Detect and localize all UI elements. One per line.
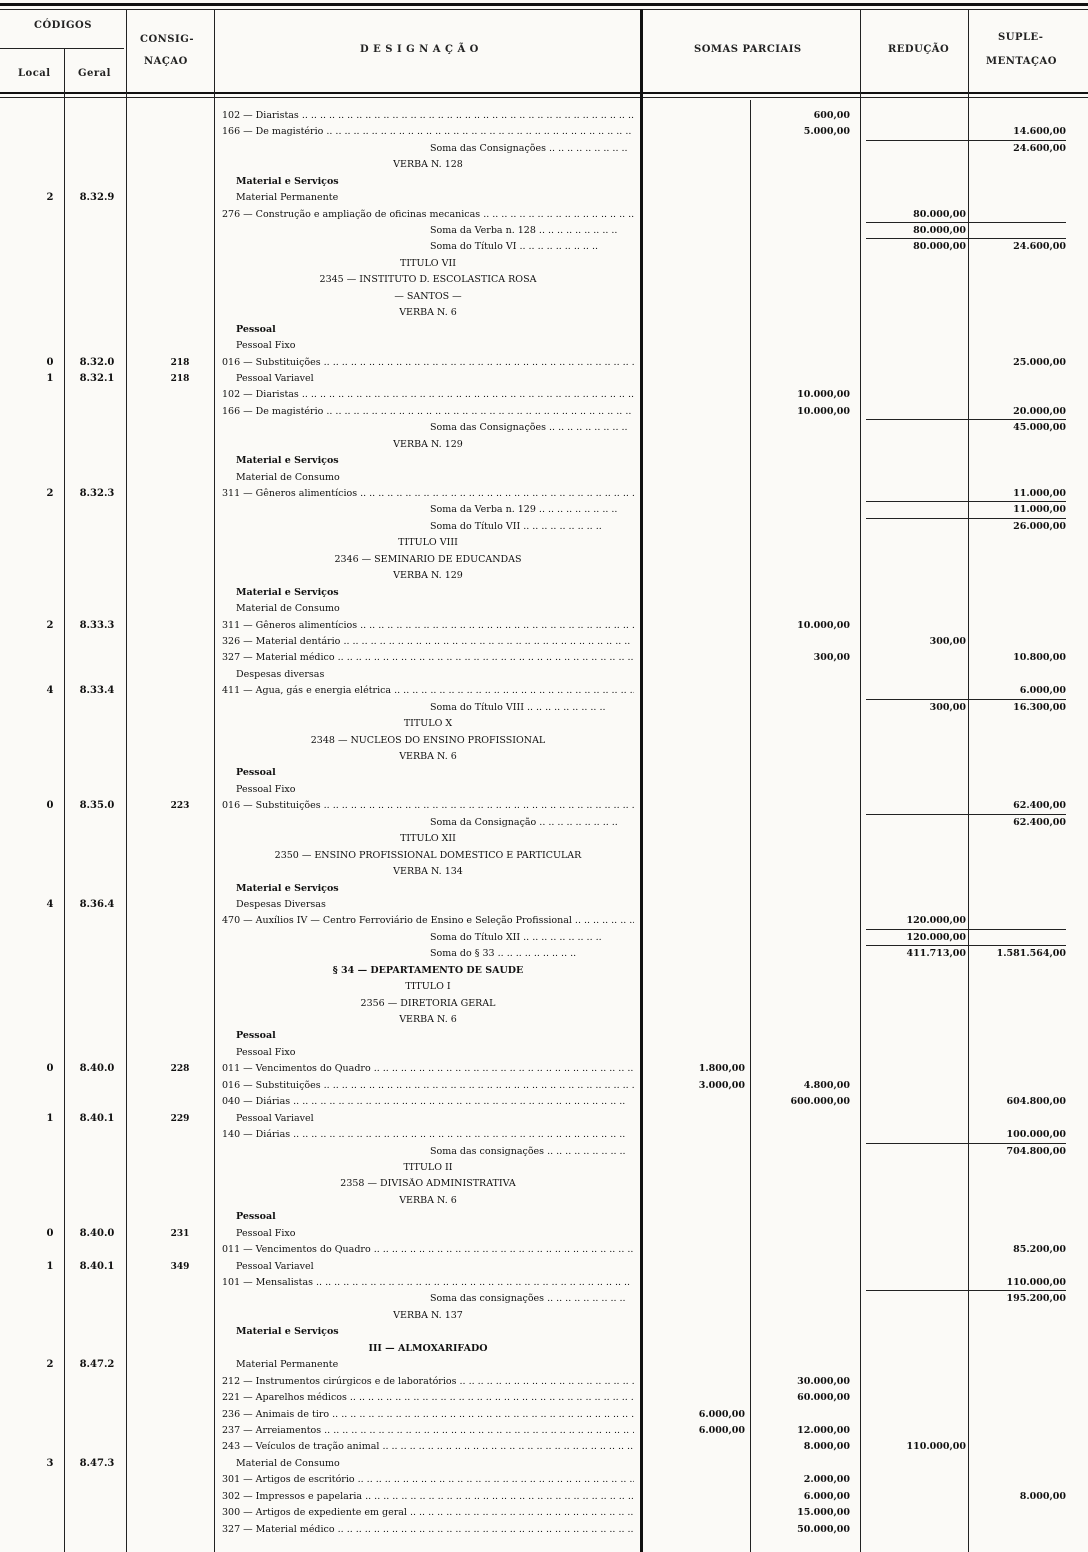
code-local: 2 xyxy=(46,192,54,203)
consignacao-code: 231 xyxy=(170,1229,190,1239)
sum-label: Soma da Verba n. 128 .. .. xyxy=(222,225,634,237)
partial-amount-2: 4.800,00 xyxy=(803,1080,850,1091)
reduction-amount: 120.000,00 xyxy=(906,932,966,943)
designation-text: Pessoal Fixo xyxy=(236,1047,296,1058)
designation-text: Pessoal Variavel xyxy=(236,1261,314,1272)
supplement-amount: 25.000,00 xyxy=(1013,357,1066,368)
code-local: 2 xyxy=(46,620,54,631)
ledger-row xyxy=(0,521,1088,533)
header-bottom-rule-2 xyxy=(0,97,1088,98)
designation-text: 276 — Construção e ampliação de oficinas mecanicas .. .. xyxy=(222,209,634,221)
sum-underline xyxy=(966,929,1066,930)
code-local: 2 xyxy=(46,1359,54,1370)
designation-text: TITULO VII xyxy=(400,258,456,269)
sum-label: Soma do Título VIII .. .. xyxy=(222,702,634,714)
designation-text: 2358 — DIVISÃO ADMINISTRATIVA xyxy=(340,1178,516,1189)
supplement-amount: 20.000,00 xyxy=(1013,406,1066,417)
designation-text: 166 — De magistério .. .. xyxy=(222,126,634,138)
code-geral: 8.32.1 xyxy=(79,373,115,384)
partial-amount-2: 10.000,00 xyxy=(797,620,850,631)
ledger-row xyxy=(0,866,1088,878)
sum-underline xyxy=(966,945,1066,946)
reduction-amount: 120.000,00 xyxy=(906,915,966,926)
partial-amount-2: 60.000,00 xyxy=(797,1392,850,1403)
code-geral: 8.40.0 xyxy=(79,1228,115,1239)
ledger-row xyxy=(0,422,1088,434)
code-local: 4 xyxy=(46,899,54,910)
ledger-row xyxy=(0,1474,1088,1486)
designation-text: 2348 — NUCLEOS DO ENSINO PROFISSIONAL xyxy=(310,735,546,746)
code-geral: 8.35.0 xyxy=(79,800,115,811)
ledger-row xyxy=(0,274,1088,286)
designation-text: Pessoal Fixo xyxy=(236,1228,296,1239)
ledger-row xyxy=(0,406,1088,418)
ledger-row xyxy=(0,784,1088,796)
ledger-row xyxy=(0,1211,1088,1223)
designation-text: Material e Serviços xyxy=(236,587,339,598)
partial-amount-2: 50.000,00 xyxy=(797,1524,850,1535)
ledger-row xyxy=(0,241,1088,253)
code-geral: 8.40.1 xyxy=(79,1261,115,1272)
ledger-row xyxy=(0,225,1088,237)
header-somas-parciais: SOMAS PARCIAIS xyxy=(694,44,802,55)
designation-text: TITULO II xyxy=(403,1162,453,1173)
ledger-row xyxy=(0,751,1088,763)
ledger-row xyxy=(0,1326,1088,1338)
ledger-row xyxy=(0,718,1088,730)
ledger-row xyxy=(0,1162,1088,1174)
designation-text: 302 — Impressos e papelaria .. .. xyxy=(222,1491,634,1503)
ledger-row xyxy=(0,1129,1088,1141)
designation-text: 2345 — INSTITUTO D. ESCOLASTICA ROSA xyxy=(319,274,537,285)
ledger-row xyxy=(0,1014,1088,1026)
designation-text: 016 — Substituições .. .. xyxy=(222,1080,634,1092)
ledger-row xyxy=(0,1113,1088,1125)
header-designacao: D E S I G N A Ç Ã O xyxy=(360,44,479,55)
ledger-row xyxy=(0,291,1088,303)
top-rule xyxy=(0,3,1088,6)
designation-text: 243 — Veículos de tração animal .. .. xyxy=(222,1441,634,1453)
reduction-amount: 80.000,00 xyxy=(913,225,966,236)
code-local: 2 xyxy=(46,488,54,499)
ledger-row xyxy=(0,1195,1088,1207)
code-local: 0 xyxy=(46,1063,54,1074)
sum-label: Soma do Título XII .. .. xyxy=(222,932,634,944)
code-local: 1 xyxy=(46,1261,54,1272)
consignacao-code: 349 xyxy=(170,1262,190,1272)
header-consignacao-1: CONSIG- xyxy=(140,34,195,45)
ledger-row xyxy=(0,1491,1088,1503)
designation-text: VERBA N. 6 xyxy=(399,307,457,318)
header-geral: Geral xyxy=(78,68,111,79)
sum-underline xyxy=(866,140,966,141)
supplement-amount: 85.200,00 xyxy=(1013,1244,1066,1255)
designation-text: Material e Serviços xyxy=(236,1326,339,1337)
designation-text: TITULO X xyxy=(403,718,453,729)
ledger-row xyxy=(0,357,1088,369)
designation-text: 2350 — ENSINO PROFISSIONAL DOMÉSTICO E PARTICULAR xyxy=(274,850,582,861)
partial-amount-2: 12.000,00 xyxy=(797,1425,850,1436)
designation-text: Pessoal Variavel xyxy=(236,1113,314,1124)
designation-text: Material de Consumo xyxy=(236,472,340,483)
designation-text: Despesas diversas xyxy=(236,669,325,680)
ledger-row xyxy=(0,1376,1088,1388)
sum-underline xyxy=(866,419,966,420)
ledger-row xyxy=(0,537,1088,549)
supplement-amount: 10.800,00 xyxy=(1013,652,1066,663)
sum-label: Soma da Verba n. 129 .. .. xyxy=(222,504,634,516)
ledger-row xyxy=(0,850,1088,862)
designation-text: 236 — Animais de tiro .. .. xyxy=(222,1409,634,1421)
designation-text: § 34 — DEPARTAMENTO DE SAUDE xyxy=(332,965,524,976)
ledger-row xyxy=(0,1080,1088,1092)
partial-amount-2: 2.000,00 xyxy=(803,1474,850,1485)
designation-text: Pessoal xyxy=(236,1030,276,1041)
designation-text: Pessoal xyxy=(236,767,276,778)
ledger-row xyxy=(0,587,1088,599)
sum-underline xyxy=(966,1290,1066,1291)
code-geral: 8.32.3 xyxy=(79,488,115,499)
partial-amount-1: 6.000,00 xyxy=(698,1409,745,1420)
designation-text: VERBA N. 134 xyxy=(393,866,463,877)
header-suplementacao-2: MENTAÇAO xyxy=(986,56,1057,67)
ledger-row xyxy=(0,307,1088,319)
ledger-row xyxy=(0,948,1088,960)
consignacao-code: 228 xyxy=(170,1064,190,1074)
sum-underline xyxy=(866,945,966,946)
ledger-row xyxy=(0,965,1088,977)
designation-text: 300 — Artigos de expediente em geral .. .. xyxy=(222,1507,634,1519)
code-geral: 8.32.0 xyxy=(79,357,115,368)
designation-text: 327 — Material médico .. .. xyxy=(222,652,634,664)
sum-underline xyxy=(866,501,966,502)
designation-text: 102 — Diaristas .. .. xyxy=(222,389,634,401)
ledger-row xyxy=(0,735,1088,747)
ledger-row xyxy=(0,1524,1088,1536)
sum-underline xyxy=(866,1143,966,1144)
sum-underline xyxy=(966,222,1066,223)
ledger-row xyxy=(0,685,1088,697)
ledger-row xyxy=(0,439,1088,451)
code-local: 0 xyxy=(46,800,54,811)
ledger-row xyxy=(0,455,1088,467)
sum-label: Soma das consignações .. .. xyxy=(222,1146,634,1158)
partial-amount-2: 30.000,00 xyxy=(797,1376,850,1387)
designation-text: 301 — Artigos de escritório .. .. xyxy=(222,1474,634,1486)
consignacao-code: 218 xyxy=(170,358,190,368)
ledger-row xyxy=(0,1244,1088,1256)
designation-text: 411 — Agua, gás e energia elétrica .. .. xyxy=(222,685,634,697)
ledger-row xyxy=(0,258,1088,270)
header-local: Local xyxy=(18,68,51,79)
designation-text: 2346 — SEMINARIO DE EDUCANDAS xyxy=(334,554,522,565)
designation-text: III — ALMOXARIFADO xyxy=(368,1343,488,1354)
ledger-row xyxy=(0,1343,1088,1355)
designation-text: 212 — Instrumentos cirúrgicos e de laboratórios .. .. xyxy=(222,1376,634,1388)
partial-amount-2: 10.000,00 xyxy=(797,406,850,417)
sum-underline xyxy=(966,814,1066,815)
designation-text: 140 — Diárias .. .. xyxy=(222,1129,634,1141)
codigos-split-rule xyxy=(0,48,124,49)
partial-amount-2: 600,00 xyxy=(813,110,850,121)
ledger-row xyxy=(0,570,1088,582)
sum-label: Soma das Consignações .. .. xyxy=(222,143,634,155)
ledger-row xyxy=(0,1409,1088,1421)
ledger-row xyxy=(0,817,1088,829)
designation-text: Pessoal xyxy=(236,324,276,335)
ledger-row xyxy=(0,915,1088,927)
designation-text: 237 — Arreiamentos .. .. xyxy=(222,1425,634,1437)
partial-amount-1: 3.000,00 xyxy=(698,1080,745,1091)
code-geral: 8.47.2 xyxy=(79,1359,115,1370)
designation-text: 101 — Mensalistas .. .. xyxy=(222,1277,634,1289)
sum-underline xyxy=(866,1290,966,1291)
ledger-row xyxy=(0,883,1088,895)
supplement-amount: 6.000,00 xyxy=(1019,685,1066,696)
designation-text: Material de Consumo xyxy=(236,1458,340,1469)
supplement-amount: 45.000,00 xyxy=(1013,422,1066,433)
ledger-row xyxy=(0,833,1088,845)
ledger-row xyxy=(0,603,1088,615)
ledger-row xyxy=(0,767,1088,779)
sum-underline xyxy=(966,699,1066,700)
ledger-row xyxy=(0,1293,1088,1305)
designation-text: Material de Consumo xyxy=(236,603,340,614)
ledger-row xyxy=(0,1261,1088,1273)
ledger-row xyxy=(0,373,1088,385)
header-consignacao-2: NAÇAO xyxy=(144,56,188,67)
designation-text: Material Permanente xyxy=(236,1359,339,1370)
ledger-row xyxy=(0,1425,1088,1437)
designation-text: Material e Serviços xyxy=(236,883,339,894)
reduction-amount: 80.000,00 xyxy=(913,241,966,252)
partial-amount-2: 8.000,00 xyxy=(803,1441,850,1452)
code-local: 0 xyxy=(46,357,54,368)
ledger-row xyxy=(0,899,1088,911)
designation-text: 040 — Diárias .. .. xyxy=(222,1096,634,1108)
designation-text: Pessoal Fixo xyxy=(236,340,296,351)
reduction-amount: 300,00 xyxy=(929,636,966,647)
supplement-amount: 62.400,00 xyxy=(1013,800,1066,811)
header-codigos: CÓDIGOS xyxy=(34,20,92,31)
partial-amount-1: 6.000,00 xyxy=(698,1425,745,1436)
ledger-row xyxy=(0,192,1088,204)
designation-text: 166 — De magistério .. .. xyxy=(222,406,634,418)
ledger-row xyxy=(0,1392,1088,1404)
ledger-row xyxy=(0,1277,1088,1289)
code-local: 1 xyxy=(46,373,54,384)
header-bottom-rule xyxy=(0,92,1088,94)
designation-text: VERBA N. 129 xyxy=(393,570,463,581)
ledger-row xyxy=(0,110,1088,122)
ledger-row xyxy=(0,1441,1088,1453)
code-local: 3 xyxy=(46,1458,54,1469)
reduction-amount: 300,00 xyxy=(929,702,966,713)
sum-underline xyxy=(866,222,966,223)
ledger-row xyxy=(0,324,1088,336)
sum-underline xyxy=(866,518,966,519)
code-geral: 8.36.4 xyxy=(79,899,115,910)
sum-underline xyxy=(966,238,1066,239)
ledger-row xyxy=(0,340,1088,352)
sum-underline xyxy=(866,238,966,239)
designation-text: Pessoal Variavel xyxy=(236,373,314,384)
designation-text: 011 — Vencimentos do Quadro .. .. xyxy=(222,1063,634,1075)
partial-amount-2: 6.000,00 xyxy=(803,1491,850,1502)
ledger-row xyxy=(0,1096,1088,1108)
designation-text: VERBA N. 129 xyxy=(393,439,463,450)
designation-text: 470 — Auxílios IV — Centro Ferroviário de Ensino e Seleção Profissional .. .. xyxy=(222,915,634,927)
designation-text: TITULO I xyxy=(405,981,451,992)
ledger-row xyxy=(0,669,1088,681)
sum-underline xyxy=(866,929,966,930)
designation-text: 311 — Gêneros alimentícios .. .. xyxy=(222,488,634,500)
designation-text: 2356 — DIRETORIA GERAL xyxy=(360,998,496,1009)
consignacao-code: 218 xyxy=(170,374,190,384)
code-local: 1 xyxy=(46,1113,54,1124)
designation-text: Pessoal xyxy=(236,1211,276,1222)
designation-text: 326 — Material dentário .. .. xyxy=(222,636,634,648)
ledger-row xyxy=(0,143,1088,155)
designation-text: 016 — Substituições .. .. xyxy=(222,357,634,369)
supplement-amount: 195.200,00 xyxy=(1006,1293,1066,1304)
partial-amount-1: 1.800,00 xyxy=(698,1063,745,1074)
ledger-row xyxy=(0,1146,1088,1158)
ledger-row xyxy=(0,126,1088,138)
sum-underline xyxy=(966,1143,1066,1144)
ledger-row xyxy=(0,620,1088,632)
top-rule-2 xyxy=(0,9,1088,10)
supplement-amount: 62.400,00 xyxy=(1013,817,1066,828)
reduction-amount: 110.000,00 xyxy=(906,1441,966,1452)
partial-amount-2: 15.000,00 xyxy=(797,1507,850,1518)
designation-text: — SANTOS — xyxy=(394,291,462,302)
sum-label: Soma do § 33 .. .. xyxy=(222,948,634,960)
supplement-amount: 16.300,00 xyxy=(1013,702,1066,713)
designation-text: TITULO XII xyxy=(400,833,456,844)
supplement-amount: 1.581.564,00 xyxy=(996,948,1066,959)
partial-amount-2: 600.000,00 xyxy=(790,1096,850,1107)
sum-label: Soma das consignações .. .. xyxy=(222,1293,634,1305)
designation-text: 311 — Gêneros alimentícios .. .. xyxy=(222,620,634,632)
ledger-row xyxy=(0,1228,1088,1240)
ledger-row xyxy=(0,800,1088,812)
ledger-row xyxy=(0,504,1088,516)
ledger-row xyxy=(0,1047,1088,1059)
supplement-amount: 26.000,00 xyxy=(1013,521,1066,532)
designation-text: Material e Serviços xyxy=(236,176,339,187)
sum-underline xyxy=(866,814,966,815)
ledger-row xyxy=(0,652,1088,664)
ledger-row xyxy=(0,998,1088,1010)
consignacao-code: 223 xyxy=(170,801,190,811)
code-geral: 8.40.0 xyxy=(79,1063,115,1074)
designation-text: 102 — Diaristas .. .. xyxy=(222,110,634,122)
supplement-amount: 110.000,00 xyxy=(1006,1277,1066,1288)
designation-text: 327 — Material médico .. .. xyxy=(222,1524,634,1536)
ledger-row xyxy=(0,1458,1088,1470)
partial-amount-2: 300,00 xyxy=(813,652,850,663)
ledger-row xyxy=(0,389,1088,401)
supplement-amount: 8.000,00 xyxy=(1019,1491,1066,1502)
designation-text: VERBA N. 6 xyxy=(399,1014,457,1025)
code-geral: 8.32.9 xyxy=(79,192,115,203)
ledger-row xyxy=(0,472,1088,484)
code-geral: 8.47.3 xyxy=(79,1458,115,1469)
header-suplementacao-1: SUPLE- xyxy=(998,32,1044,43)
supplement-amount: 100.000,00 xyxy=(1006,1129,1066,1140)
sum-underline xyxy=(966,140,1066,141)
designation-text: 016 — Substituições .. .. xyxy=(222,800,634,812)
ledger-row xyxy=(0,1359,1088,1371)
partial-amount-2: 10.000,00 xyxy=(797,389,850,400)
partial-amount-2: 5.000,00 xyxy=(803,126,850,137)
ledger-row xyxy=(0,636,1088,648)
ledger-row xyxy=(0,1063,1088,1075)
ledger-row xyxy=(0,1507,1088,1519)
sum-label: Soma das Consignações .. .. xyxy=(222,422,634,434)
designation-text: Pessoal Fixo xyxy=(236,784,296,795)
ledger-row xyxy=(0,932,1088,944)
designation-text: TITULO VIII xyxy=(398,537,458,548)
ledger-row xyxy=(0,488,1088,500)
designation-text: VERBA N. 6 xyxy=(399,1195,457,1206)
code-geral: 8.40.1 xyxy=(79,1113,115,1124)
sum-underline xyxy=(966,501,1066,502)
ledger-row xyxy=(0,1030,1088,1042)
code-local: 4 xyxy=(46,685,54,696)
designation-text: VERBA N. 137 xyxy=(393,1310,463,1321)
reduction-amount: 411.713,00 xyxy=(906,948,966,959)
sum-label: Soma do Título VI .. .. xyxy=(222,241,634,253)
ledger-row xyxy=(0,1310,1088,1322)
sum-underline xyxy=(966,518,1066,519)
designation-text: Despesas Diversas xyxy=(236,899,326,910)
designation-text: Material Permanente xyxy=(236,192,339,203)
designation-text: VERBA N. 6 xyxy=(399,751,457,762)
sum-underline xyxy=(966,419,1066,420)
reduction-amount: 80.000,00 xyxy=(913,209,966,220)
designation-text: VERBA N. 128 xyxy=(393,159,463,170)
ledger-row xyxy=(0,176,1088,188)
supplement-amount: 24.600,00 xyxy=(1013,241,1066,252)
supplement-amount: 704.800,00 xyxy=(1006,1146,1066,1157)
ledger-row xyxy=(0,554,1088,566)
code-geral: 8.33.3 xyxy=(79,620,115,631)
designation-text: Material e Serviços xyxy=(236,455,339,466)
ledger-row xyxy=(0,702,1088,714)
header-reducao: REDUÇÃO xyxy=(888,44,950,55)
supplement-amount: 14.600,00 xyxy=(1013,126,1066,137)
code-geral: 8.33.4 xyxy=(79,685,115,696)
sum-underline xyxy=(866,699,966,700)
ledger-row xyxy=(0,981,1088,993)
designation-text: 011 — Vencimentos do Quadro .. .. xyxy=(222,1244,634,1256)
code-local: 0 xyxy=(46,1228,54,1239)
sum-label: Soma do Título VII .. .. xyxy=(222,521,634,533)
ledger-row xyxy=(0,159,1088,171)
supplement-amount: 24.600,00 xyxy=(1013,143,1066,154)
supplement-amount: 11.000,00 xyxy=(1013,488,1066,499)
ledger-row xyxy=(0,1178,1088,1190)
supplement-amount: 604.800,00 xyxy=(1006,1096,1066,1107)
ledger-row xyxy=(0,209,1088,221)
supplement-amount: 11.000,00 xyxy=(1013,504,1066,515)
designation-text: 221 — Aparelhos médicos .. .. xyxy=(222,1392,634,1404)
sum-label: Soma da Consignação .. .. xyxy=(222,817,634,829)
consignacao-code: 229 xyxy=(170,1114,190,1124)
